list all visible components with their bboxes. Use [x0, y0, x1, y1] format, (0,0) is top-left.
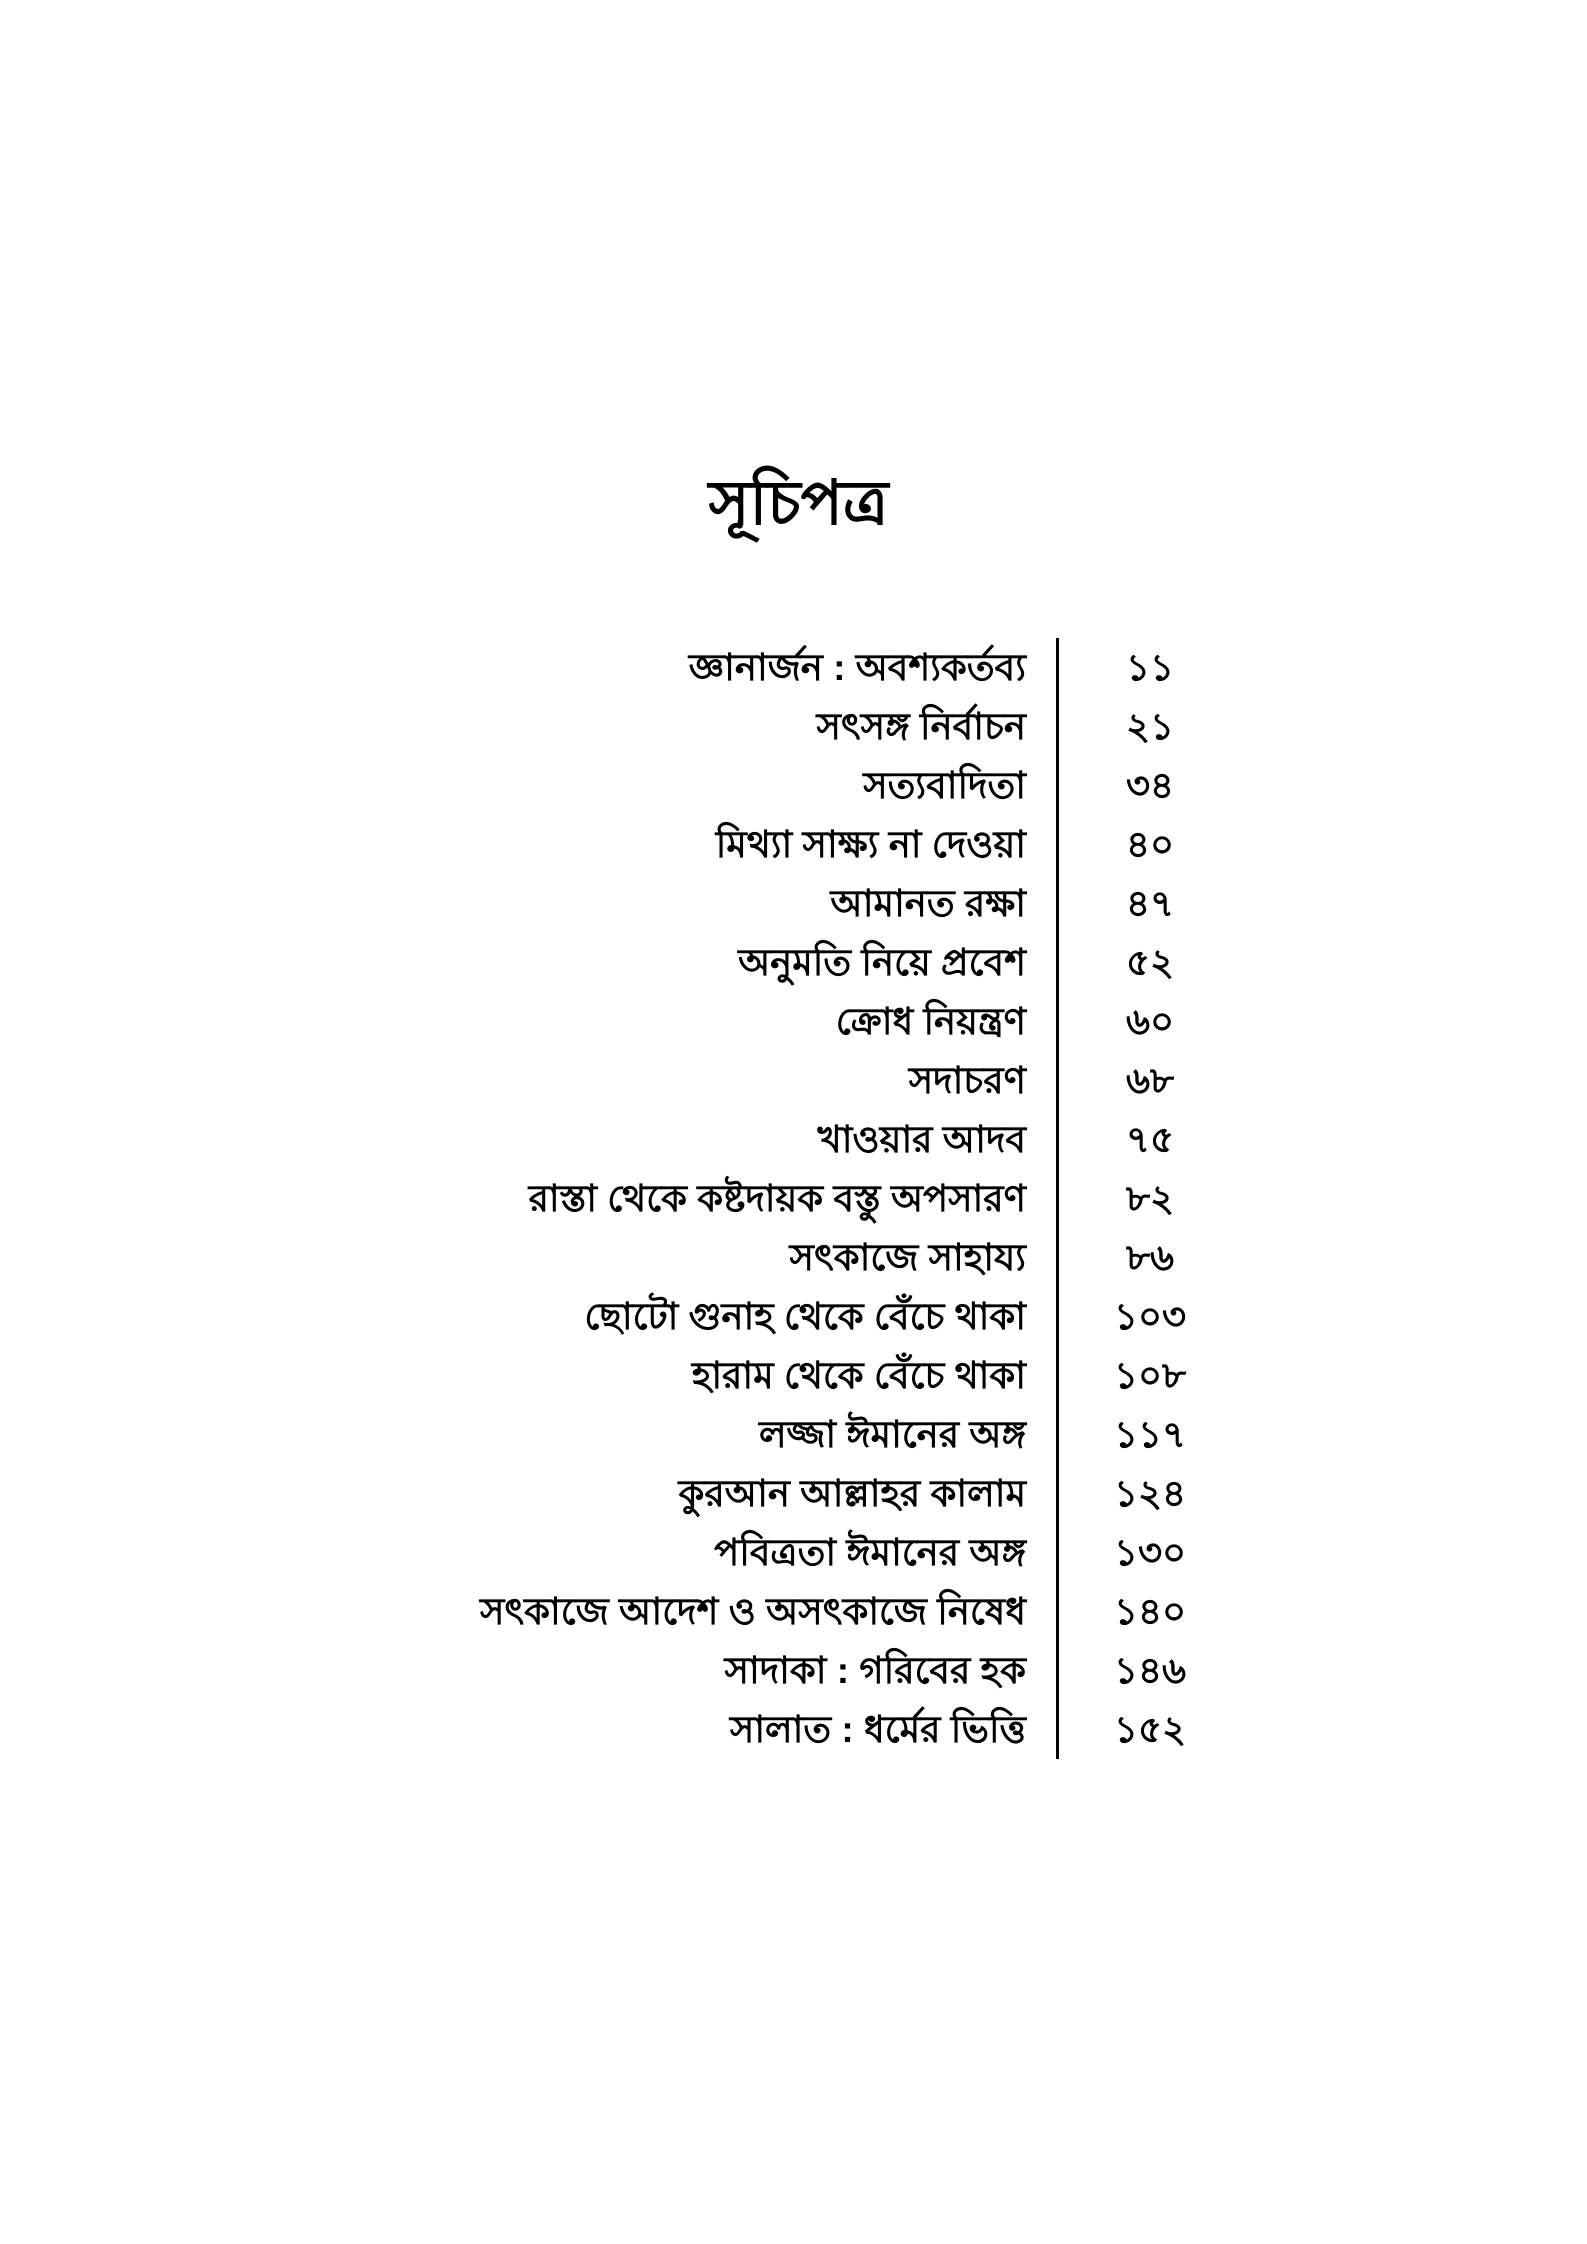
toc-entry-label: সালাত : ধর্মের ভিত্তি — [729, 1709, 1026, 1751]
toc-entry[interactable] — [0, 1110, 1587, 1169]
toc-entry-page: ১০৩ — [1113, 1296, 1187, 1338]
toc-entry-label: সত্যবাদিতা — [863, 765, 1026, 807]
page-title: সূচিপত্র — [708, 469, 889, 538]
toc-entry[interactable] — [0, 1700, 1587, 1759]
toc-entry-label: কুরআন আল্লাহর কালাম — [678, 1473, 1026, 1515]
toc-entry[interactable] — [0, 1287, 1587, 1346]
toc-entry-page: ৭৫ — [1125, 1119, 1175, 1161]
toc-entry[interactable] — [0, 874, 1587, 933]
toc-entry-label: ছোটো গুনাহ থেকে বেঁচে থাকা — [584, 1296, 1026, 1338]
toc-entry-label: মিথ্যা সাক্ষ্য না দেওয়া — [715, 824, 1026, 866]
toc-entry-label: সাদাকা : গরিবের হক — [724, 1650, 1026, 1692]
toc-entry-label: হারাম থেকে বেঁচে থাকা — [691, 1355, 1026, 1397]
toc-entry-page: ১০৮ — [1113, 1355, 1187, 1397]
toc-entry[interactable] — [0, 1051, 1587, 1110]
toc-entry-label: রাস্তা থেকে কষ্টদায়ক বস্তু অপসারণ — [528, 1178, 1026, 1220]
toc-entry-page: ৪০ — [1125, 824, 1175, 866]
toc-entry[interactable] — [0, 1523, 1587, 1582]
toc-entry-page: ১৪০ — [1113, 1591, 1187, 1633]
toc-entry-label: জ্ঞানার্জন : অবশ্যকর্তব্য — [688, 647, 1026, 689]
toc-entry[interactable] — [0, 933, 1587, 992]
toc-entry-page: ৮৬ — [1125, 1237, 1175, 1279]
toc-entry-page: ১৪৬ — [1113, 1650, 1187, 1692]
toc-entry[interactable] — [0, 697, 1587, 756]
toc-entry-page: ১১৭ — [1113, 1414, 1187, 1456]
toc-entry-page: ৪৭ — [1125, 883, 1175, 925]
toc-entry-page: ১২৪ — [1113, 1473, 1187, 1515]
toc-entry[interactable] — [0, 1346, 1587, 1405]
toc-entry[interactable] — [0, 992, 1587, 1051]
toc-entry[interactable] — [0, 638, 1587, 697]
toc-entry[interactable] — [0, 1169, 1587, 1228]
toc-entry-page: ৬০ — [1125, 1001, 1175, 1043]
toc-entry-label: সৎসঙ্গ নির্বাচন — [816, 706, 1026, 748]
toc-list — [0, 638, 1587, 1759]
toc-entry-page: ৩৪ — [1125, 765, 1175, 807]
toc-entry-page: ৫২ — [1125, 942, 1175, 984]
toc-entry-page: ২১ — [1125, 706, 1175, 748]
toc-entry-label: পবিত্রতা ঈমানের অঙ্গ — [714, 1532, 1026, 1574]
toc-entry-label: সৎকাজে সাহায্য — [789, 1237, 1026, 1279]
toc-entry-label: খাওয়ার আদব — [817, 1119, 1026, 1161]
toc-entry[interactable] — [0, 1641, 1587, 1700]
toc-entry-label: সদাচরণ — [908, 1060, 1026, 1102]
toc-entry-page: ১৩০ — [1113, 1532, 1187, 1574]
toc-entry-page: ১১ — [1125, 647, 1175, 689]
toc-entry-label: সৎকাজে আদেশ ও অসৎকাজে নিষেধ — [479, 1591, 1026, 1633]
toc-entry[interactable] — [0, 1464, 1587, 1523]
table-of-contents — [0, 470, 1587, 1759]
toc-entry-label: আমানত রক্ষা — [830, 883, 1026, 925]
toc-entry[interactable] — [0, 1228, 1587, 1287]
toc-entry-label: ক্রোধ নিয়ন্ত্রণ — [835, 1001, 1026, 1043]
toc-entry-page: ৮২ — [1125, 1178, 1175, 1220]
toc-entry-label: লজ্জা ঈমানের অঙ্গ — [758, 1414, 1026, 1456]
toc-entry[interactable] — [0, 1405, 1587, 1464]
toc-entry[interactable] — [0, 756, 1587, 815]
toc-entry-page: ৬৮ — [1125, 1060, 1175, 1102]
toc-entry-page: ১৫২ — [1113, 1709, 1187, 1751]
toc-entry-label: অনুমতি নিয়ে প্রবেশ — [738, 942, 1026, 984]
toc-entry[interactable] — [0, 1582, 1587, 1641]
toc-entry[interactable] — [0, 815, 1587, 874]
